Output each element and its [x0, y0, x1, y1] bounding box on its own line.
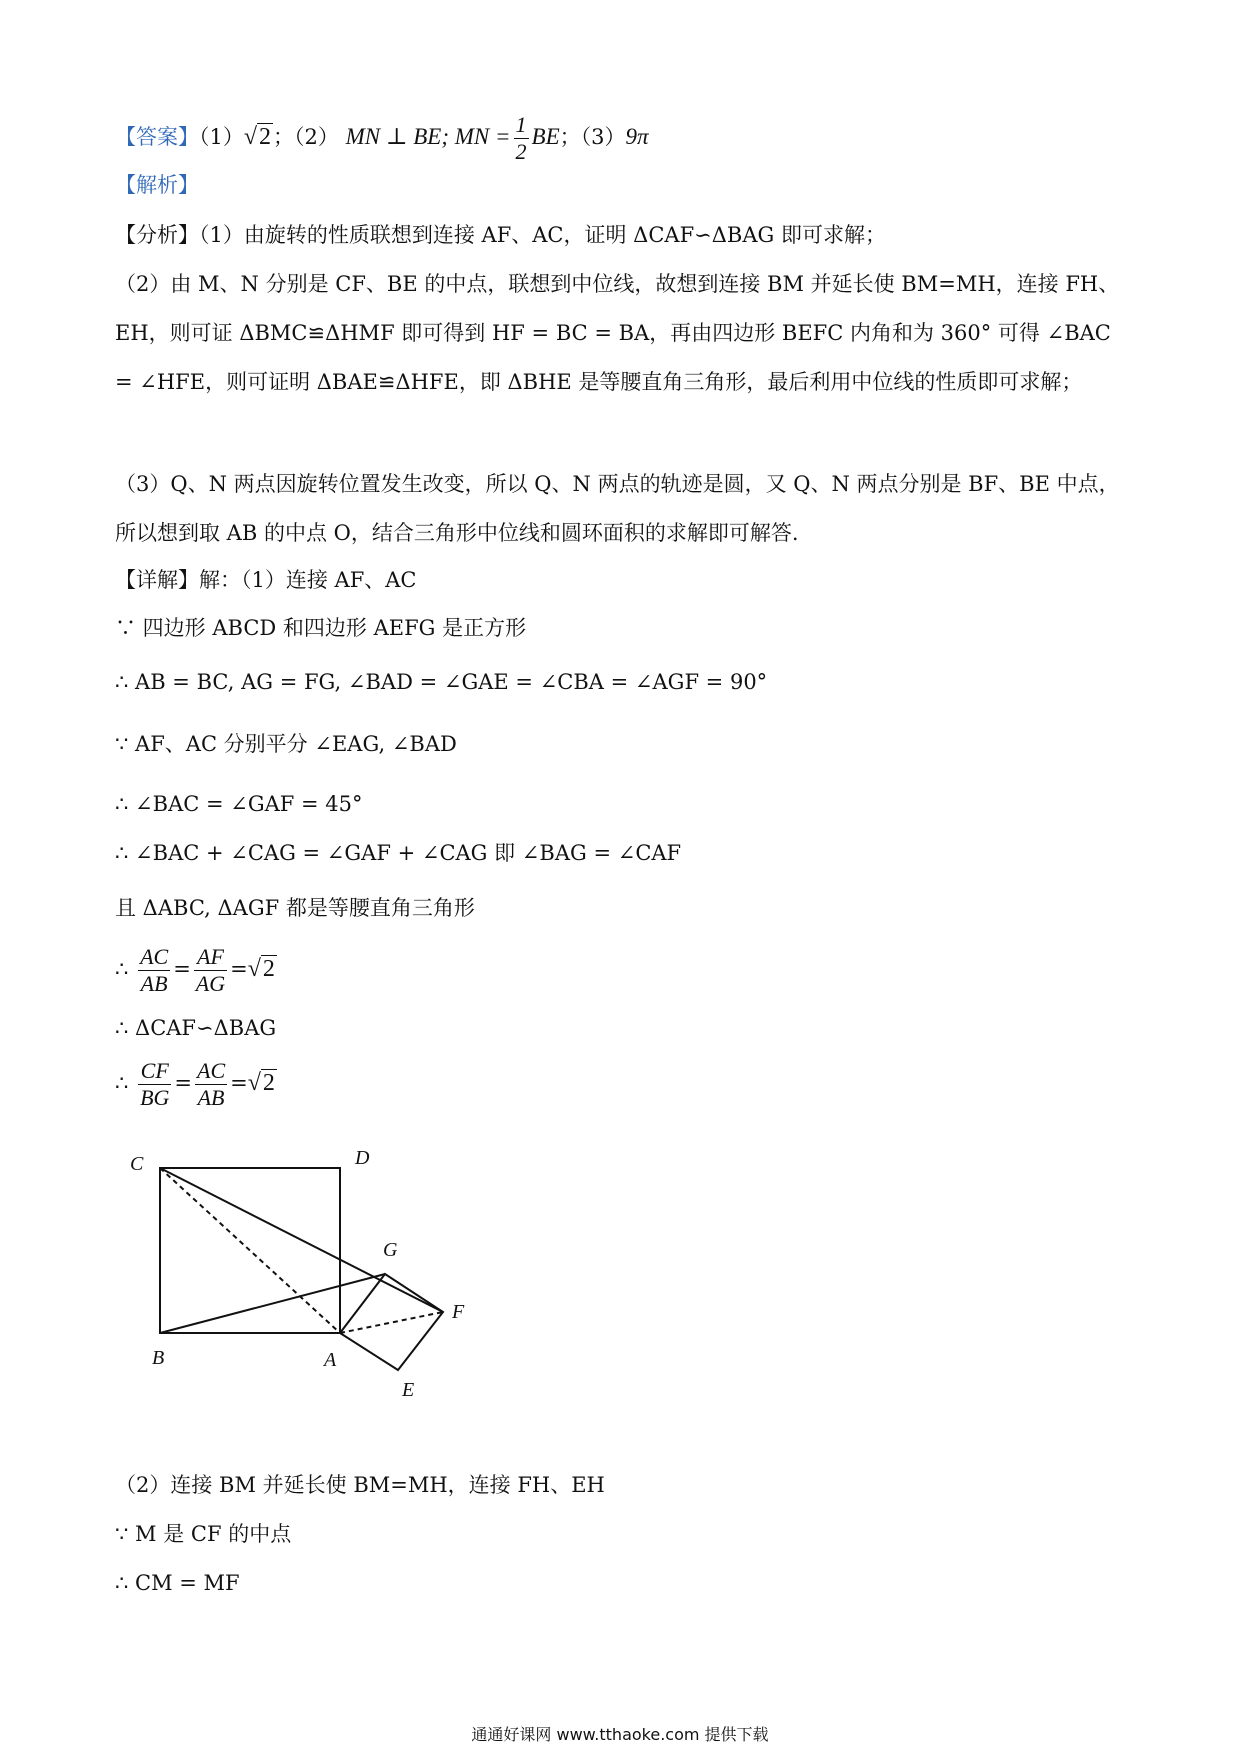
sqrt-radicand: 2 [262, 1070, 275, 1096]
fraction-numerator: 1 [515, 112, 527, 137]
part2-line-2: ∵ M 是 CF 的中点 [115, 1522, 292, 1546]
detail-line-4: ∵ AF、AC 分别平分 ∠EAG, ∠BAD [115, 732, 457, 756]
fraction-denominator: 2 [515, 139, 527, 164]
part2-line-1: （2）连接 BM 并延长使 BM=MH，连接 FH、EH [115, 1473, 605, 1497]
part2-line-3: ∴ CM = MF [115, 1571, 240, 1595]
fraction-numerator: AF [194, 944, 227, 971]
detail-line-3: ∴ AB = BC, AG = FG, ∠BAD = ∠GAE = ∠CBA = ∠AGF = 90° [115, 670, 768, 694]
detail-line-8: ∴ ΔCAF∽ΔBAG [115, 1016, 277, 1040]
answer-separator-2: ；（3） [559, 125, 626, 149]
answer-line [115, 112, 649, 165]
answer-part1-label: （1） [199, 125, 244, 149]
detail-line-5: ∴ ∠BAC = ∠GAF = 45° [115, 792, 363, 816]
sqrt-expression: √2 [247, 1070, 275, 1096]
fraction-ac-ab [138, 944, 170, 997]
detail-line-2: ∵ 四边形 ABCD 和四边形 AEFG 是正方形 [115, 616, 527, 640]
analysis-p3: （3）Q、N 两点因旋转位置发生改变，所以 Q、N 两点的轨迹是圆，又 Q、N 两点分别是 BF、BE 中点，所以想到取 AB 的中点 O，结合三角形中位线和圆环面积的求解即可解答. [115, 472, 1120, 545]
analysis-p1-text: （1）由旋转的性质联想到连接 AF、AC，证明 ΔCAF∽ΔBAG 即可求解； [199, 223, 886, 247]
segment-ca-dashed [160, 1168, 340, 1333]
fraction-cf-bg [138, 1058, 171, 1111]
detail-line-6: ∴ ∠BAC + ∠CAG = ∠GAF + ∠CAG 即 ∠BAG = ∠CAF [115, 841, 682, 865]
label-d: D [355, 1147, 370, 1169]
label-e: E [402, 1379, 415, 1400]
fraction-equation-2: ∴ $\frac{CF}{BG}$ = $\frac{AC}{AB}$ =√2 [115, 1058, 275, 1110]
fraction-denominator: AB [140, 971, 168, 996]
fraction-numerator: AC [140, 944, 169, 969]
segment-af-dashed [340, 1312, 443, 1333]
detail-line-7: 且 ΔABC, ΔAGF 都是等腰直角三角形 [115, 896, 475, 920]
square-aefg [340, 1274, 443, 1370]
analysis-p2: （2）由 M、N 分别是 CF、BE 的中点，联想到中位线，故想到连接 BM 并延长使 BM=MH，连接 FH、EH，则可证 ΔBMC≌ΔHMF 即可得到 HF = BC = BA，再由四边形 BEFC 内角和为 360° 可得 ∠BAC = ∠HFE，则可证明 ΔBAE≌ΔHFE，即 ΔBHE 是等腰直角三角形，最后利用中位线的性质即可求解； [115, 272, 1120, 394]
detail-line-1 [115, 565, 417, 595]
answer-expr-b: BE [531, 124, 560, 149]
answer-expr-a: MN ⊥ BE; MN = [345, 124, 511, 149]
sqrt-radicand: 2 [262, 956, 275, 982]
detail-label: 【详解】 [115, 568, 199, 592]
label-a: A [324, 1349, 337, 1371]
fraction-denominator: AG [195, 971, 226, 996]
answer-part3: 9π [625, 124, 649, 149]
sqrt-expression: √2 [243, 124, 272, 150]
answer-fraction [514, 112, 529, 165]
answer-separator-1: ；（2） [273, 125, 339, 149]
segment-bg [160, 1274, 385, 1333]
sqrt-radicand: 2 [259, 124, 272, 150]
analysis-label: 【分析】 [115, 223, 199, 247]
fraction-af-ag [194, 944, 227, 997]
fraction-numerator: CF [138, 1058, 171, 1085]
detail-l1-text: 解：（1）连接 AF、AC [199, 568, 417, 592]
fraction-numerator: AC [197, 1058, 226, 1083]
segment-cf [160, 1168, 443, 1312]
therefore-symbol: ∴ [115, 1071, 129, 1095]
label-c: C [130, 1153, 144, 1175]
label-b: B [152, 1347, 165, 1369]
fraction-denominator: AB [197, 1085, 225, 1110]
fraction-equation-1: ∴ $\frac{AC}{AB}$ = $\frac{AF}{AG}$ =√2 [115, 944, 275, 996]
therefore-symbol: ∴ [115, 957, 129, 981]
analysis-p1 [115, 220, 886, 250]
sqrt-expression: √2 [247, 956, 275, 982]
geometry-figure [120, 1140, 480, 1400]
fraction-denominator: BG [140, 1085, 170, 1110]
label-f: F [452, 1301, 465, 1323]
fraction-ac-ab [195, 1058, 227, 1111]
jiexi-label: 【解析】 [115, 173, 199, 197]
answer-label: 【答案】 [115, 125, 199, 149]
label-g: G [383, 1239, 398, 1261]
footer-text: 通通好课网 www.tthaoke.com 提供下载 [471, 1725, 769, 1744]
